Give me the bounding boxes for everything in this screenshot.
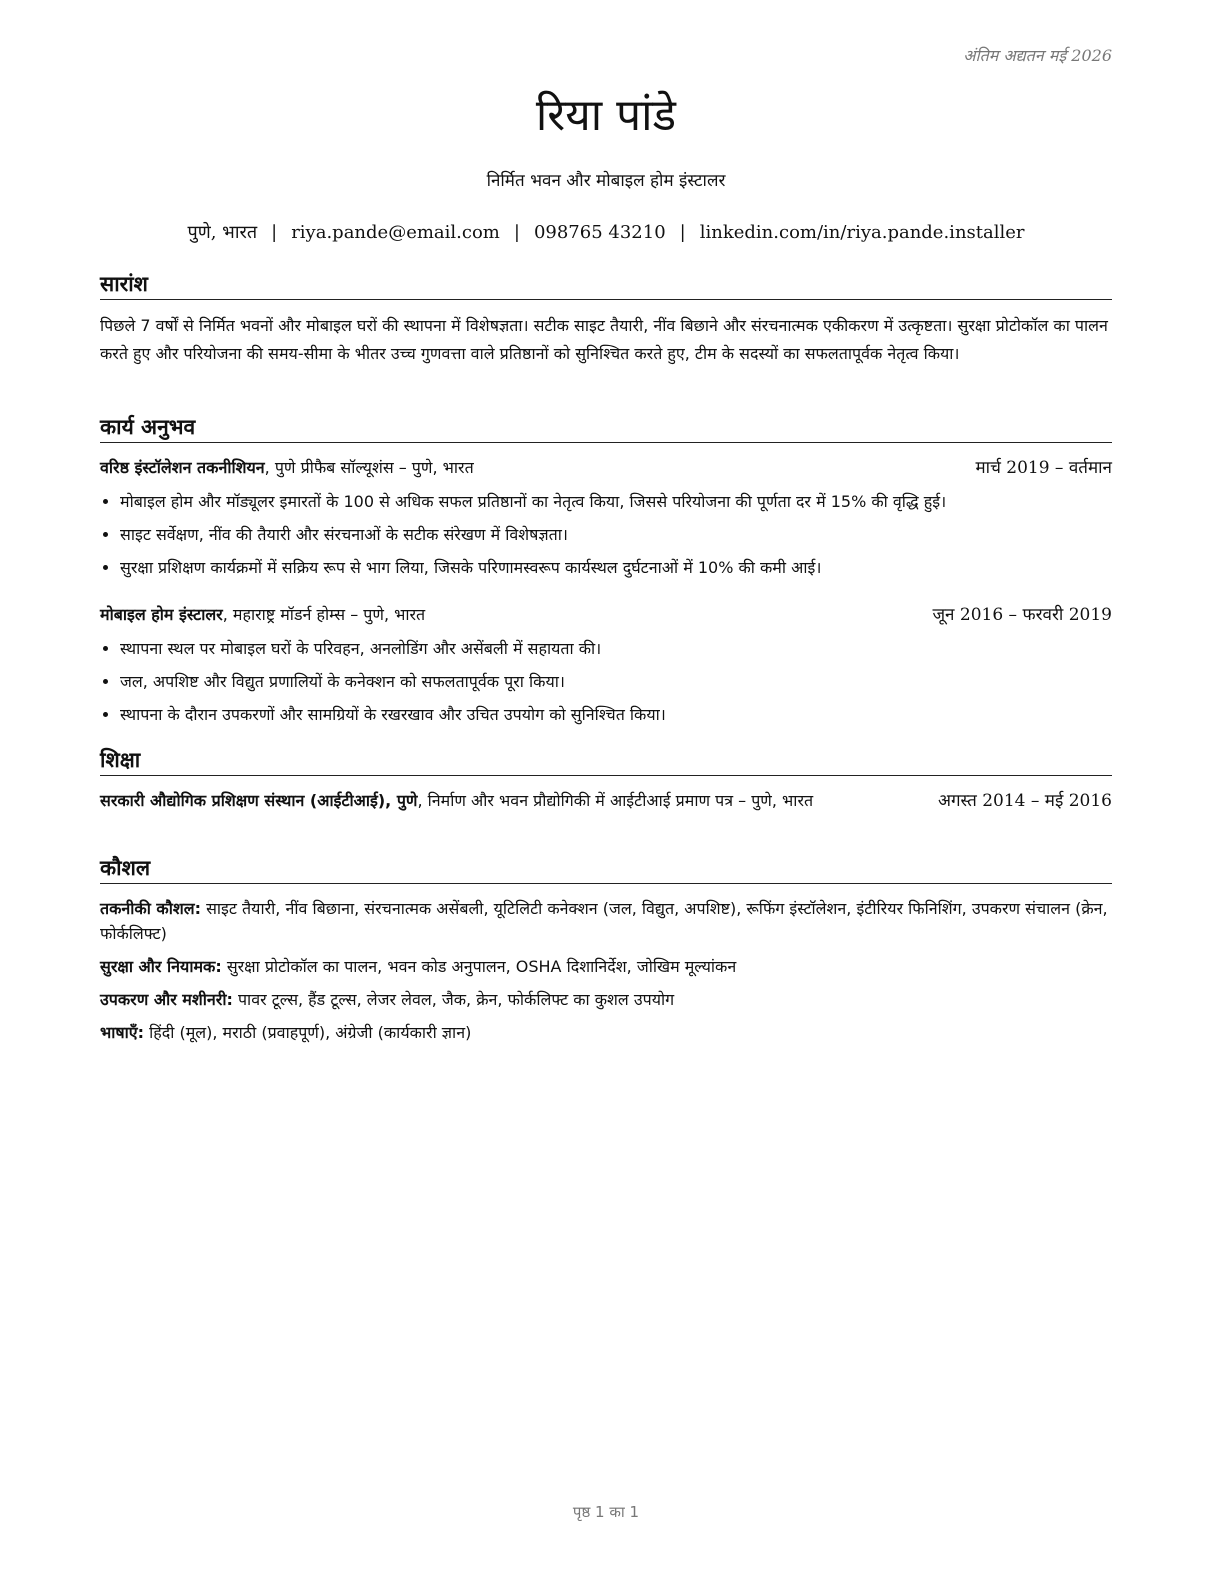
- job-bullet: • सुरक्षा प्रशिक्षण कार्यक्रमों में सक्रिय रूप से भाग लिया, जिसके परिणामस्वरूप कार्यस्थल दुर्घटनाओं में 10% की कमी आई।: [120, 551, 1112, 584]
- resume-page: [100, 0, 1112, 1584]
- job-bullets: [100, 632, 1112, 731]
- candidate-name: रिया पांडे: [535, 90, 677, 141]
- summary-title: सारांश: [100, 270, 1112, 300]
- skill-label: सुरक्षा और नियामक:: [100, 957, 222, 976]
- skill-line: [100, 987, 1112, 1012]
- education-institution: सरकारी औद्योगिक प्रशिक्षण संस्थान (आईटीआई), पुणे: [100, 791, 418, 810]
- skill-label: उपकरण और मशीनरी:: [100, 990, 233, 1009]
- education-title: शिक्षा: [100, 746, 1112, 776]
- education-details: , निर्माण और भवन प्रौद्योगिकी में आईटीआई प्रमाण पत्र – पुणे, भारत: [417, 791, 814, 810]
- skills-section: [100, 854, 1112, 1053]
- job-title-line: [100, 455, 474, 481]
- job-bullet: • जल, अपशिष्ट और विद्युत प्रणालियों के कनेक्शन को सफलतापूर्वक पूरा किया।: [120, 665, 1112, 698]
- skill-line: [100, 896, 1112, 946]
- job-bullet: • साइट सर्वेक्षण, नींव की तैयारी और संरचनाओं के सटीक संरेखण में विशेषज्ञता।: [120, 518, 1112, 551]
- job-org: , पुणे प्रीफैब सॉल्यूशंस – पुणे, भारत: [264, 458, 474, 477]
- job-dates: जून 2016 – फरवरी 2019: [932, 605, 1112, 625]
- experience-title: कार्य अनुभव: [100, 413, 1112, 443]
- job-role: वरिष्ठ इंस्टॉलेशन तकनीशियन: [100, 458, 265, 477]
- education-dates: अगस्त 2014 – मई 2016: [937, 791, 1112, 811]
- education-section: [100, 746, 1112, 814]
- job-header: [100, 455, 1112, 481]
- page-number: पृष्ठ 1 का 1: [572, 1503, 640, 1521]
- contact-separator: |: [271, 222, 278, 243]
- contact-email[interactable]: riya.pande@email.com: [291, 222, 500, 243]
- skill-label: भाषाएँ:: [100, 1023, 145, 1042]
- skill-label: तकनीकी कौशल:: [100, 899, 201, 918]
- job-bullet: • स्थापना स्थल पर मोबाइल घरों के परिवहन, अनलोडिंग और असेंबली में सहायता की।: [120, 632, 1112, 665]
- job-bullets: [100, 485, 1112, 584]
- candidate-headline: निर्मित भवन और मोबाइल होम इंस्टालर: [486, 171, 726, 191]
- job-role: मोबाइल होम इंस्टालर: [100, 605, 223, 624]
- contact-location: पुणे, भारत: [187, 222, 258, 243]
- job-bullet: • स्थापना के दौरान उपकरणों और सामग्रियों के रखरखाव और उचित उपयोग को सुनिश्चित किया।: [120, 698, 1112, 731]
- contact-linkedin[interactable]: linkedin.com/in/riya.pande.installer: [699, 222, 1025, 243]
- skill-line: [100, 1020, 1112, 1045]
- skill-value: पावर टूल्स, हैंड टूल्स, लेजर लेवल, जैक, क्रेन, फोर्कलिफ्ट का कुशल उपयोग: [232, 990, 675, 1009]
- skill-value: हिंदी (मूल), मराठी (प्रवाहपूर्ण), अंग्रेजी (कार्यकारी ज्ञान): [144, 1023, 472, 1042]
- contact-separator: |: [679, 222, 686, 243]
- skills-title: कौशल: [100, 854, 1112, 884]
- contact-separator: |: [513, 222, 520, 243]
- job-header: [100, 602, 1112, 628]
- skill-value: सुरक्षा प्रोटोकॉल का पालन, भवन कोड अनुपालन, OSHA दिशानिर्देश, जोखिम मूल्यांकन: [221, 957, 737, 976]
- job-dates: मार्च 2019 – वर्तमान: [975, 458, 1112, 478]
- summary-text: पिछले 7 वर्षों से निर्मित भवनों और मोबाइल घरों की स्थापना में विशेषज्ञता। सटीक साइट तैयारी, नींव बिछाने और संरचनात्मक एकीकरण में उत्कृष्टता। सुरक्षा प्रोटोकॉल का पालन करते हुए और परियोजना की समय-सीमा के भीतर उच्च गुणवत्ता वाले प्रतिष्ठानों को सुनिश्चित करते हुए, टीम के सदस्यों का सफलतापूर्वक नेतृत्व किया।: [100, 316, 1108, 363]
- education-entry: [100, 788, 1112, 814]
- job-entry: [100, 602, 1112, 731]
- experience-section: [100, 413, 1112, 731]
- contact-phone: 098765 43210: [533, 222, 666, 243]
- contact-line: [100, 220, 1112, 244]
- job-bullet: • मोबाइल होम और मॉड्यूलर इमारतों के 100 से अधिक सफल प्रतिष्ठानों का नेतृत्व किया, जिससे परियोजना की पूर्णता दर में 15% की वृद्धि हुई।: [120, 485, 1112, 518]
- summary-section: [100, 270, 1112, 368]
- education-text: [100, 788, 890, 814]
- job-title-line: [100, 602, 425, 628]
- job-entry: [100, 455, 1112, 584]
- skill-line: [100, 954, 1112, 979]
- last-updated: अंतिम अद्यतन मई 2026: [963, 46, 1112, 65]
- skill-value: साइट तैयारी, नींव बिछाना, संरचनात्मक असेंबली, यूटिलिटी कनेक्शन (जल, विद्युत, अपशिष्ट), रूफिंग इंस्टॉलेशन, इंटीरियर फिनिशिंग, उपकरण संचालन (क्रेन, फोर्कलिफ्ट): [100, 899, 1108, 943]
- job-org: , महाराष्ट्र मॉडर्न होम्स – पुणे, भारत: [222, 605, 426, 624]
